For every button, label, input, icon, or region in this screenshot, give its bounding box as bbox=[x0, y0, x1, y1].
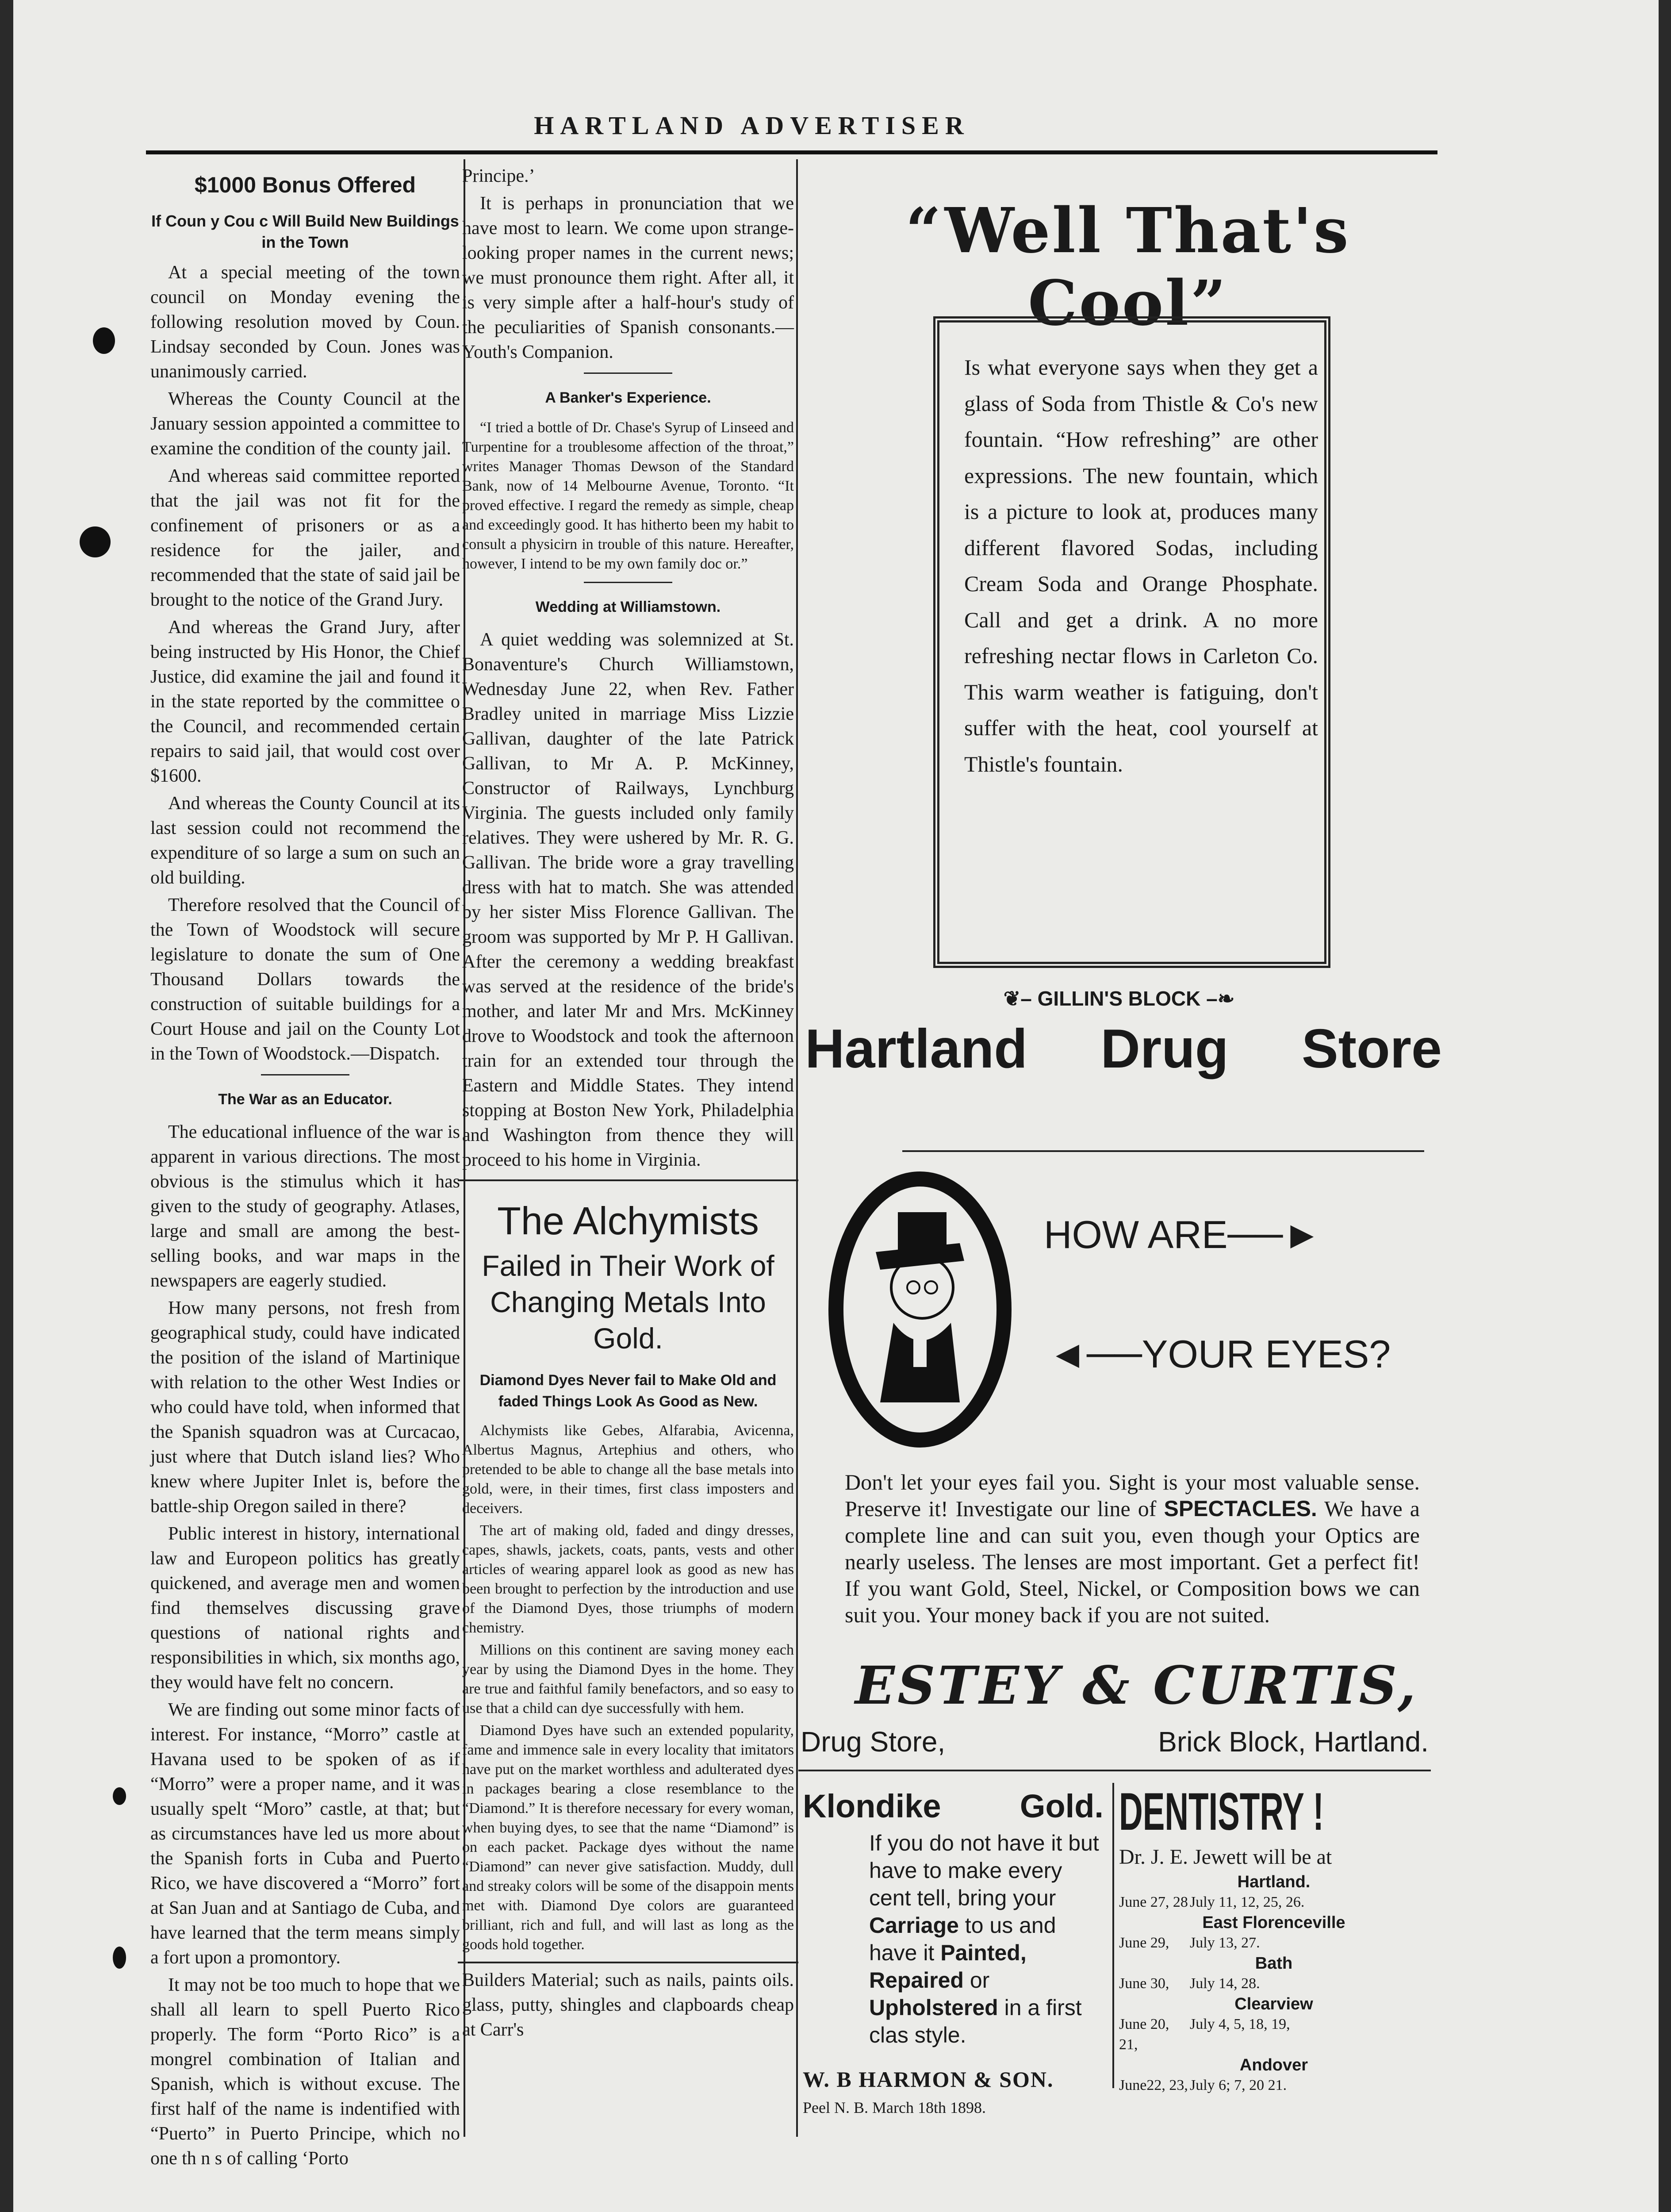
klondike-text: If you do not have it but have to make every cent tell, bring your bbox=[869, 1831, 1099, 1910]
gold-word: Gold. bbox=[1019, 1788, 1104, 1824]
eyes-ad-text bbox=[845, 1469, 1420, 1628]
drug-store-word: Store bbox=[1302, 1018, 1442, 1079]
war-headline: The War as an Educator. bbox=[218, 1091, 392, 1108]
column-1 bbox=[150, 164, 460, 2169]
alchymists-subhead: Failed in Their Work of Changing Metals Into Gold. bbox=[482, 1249, 774, 1355]
ink-blot bbox=[113, 1787, 126, 1805]
arrow-left-icon: ◄── bbox=[1048, 1332, 1142, 1376]
scroll-ornament-icon: –❧ bbox=[1200, 987, 1235, 1010]
schedule-town: East Florenceville bbox=[1202, 1913, 1345, 1932]
scroll-ornament-icon: ❦– bbox=[1003, 987, 1038, 1010]
drug-store-label: Drug Store, bbox=[801, 1726, 946, 1758]
schedule-dates: June22, 23, bbox=[1119, 2077, 1188, 2093]
gillins-block-banner bbox=[942, 987, 1296, 1010]
column-divider bbox=[1112, 1783, 1114, 2088]
harmon-signature: W. B HARMON & SON. bbox=[803, 2067, 1054, 2092]
paragraph: At a special meeting of the town council on Monday evening the following resolution moved by Coun. Lindsay seconded by Coun. Jones was unanimously carried. bbox=[150, 262, 460, 382]
separator bbox=[584, 373, 672, 374]
soda-ad-text: Is what everyone says when they get a glass of Soda from Thistle & Co's new fountain. “How refreshing” are other expressions. The new fountain, which is a picture to look at, produces many different flavored Sodas, including Cream Soda and Orange Phosphate. Call and get a drink. A no more refreshing nectar flows in Carleton Co. This warm weather is fatiguing, don't suffer with the heat, cool yourself at Thistle's fountain. bbox=[964, 355, 1318, 776]
painted-label: Painted, Repaired bbox=[869, 1940, 1027, 1993]
schedule-dates: June 30, bbox=[1119, 1975, 1169, 1992]
drug-store-word: Hartland bbox=[805, 1018, 1027, 1079]
drug-store-word: Drug bbox=[1100, 1018, 1229, 1079]
schedule-dates: July 13, 27. bbox=[1190, 1935, 1260, 1951]
schedule-row bbox=[1119, 1892, 1429, 1912]
ink-blot bbox=[93, 327, 115, 354]
builders-note: Builders Material; such as nails, paints oils. glass, putty, shingles and clapboards cheap at Carr's bbox=[462, 1970, 794, 2040]
schedule-town: Clearview bbox=[1234, 1995, 1313, 2013]
drug-store-address bbox=[801, 1725, 1429, 1758]
paragraph: The art of making old, faded and dingy dresses, capes, shawls, jackets, coats, pants, vests and other articles of wearing apparel look as good as new has been brought to perfection by the introduction and use of the Diamond Dyes, those triumphs of modern chemistry. bbox=[462, 1522, 794, 1636]
klondike-ad bbox=[803, 1787, 1104, 2117]
spectacles-label: SPECTACLES. bbox=[1164, 1496, 1317, 1521]
masthead-rule bbox=[146, 150, 1437, 154]
paragraph: Principe.’ bbox=[462, 166, 535, 186]
klondike-body bbox=[869, 1829, 1104, 2049]
dentistry-lead: Dr. J. E. Jewett will be at bbox=[1119, 1845, 1332, 1869]
ink-blot bbox=[80, 526, 111, 557]
schedule-dates: June 27, 28 bbox=[1119, 1894, 1188, 1910]
eyes-text-part: We have a complete line and can suit you, even though your Optics are nearly useless. The lenses are most important. Get a perfect fit! If you want Gold, Steel, Nickel, or Composition bows we can suit you. Your money back if you are not suited. bbox=[845, 1496, 1420, 1627]
wedding-headline: Wedding at Williamstown. bbox=[535, 599, 721, 615]
paragraph: Millions on this continent are saving money each year by using the Diamond Dyes in the home. They are true and faithful family benefactors, and so easy to use that a child can dye successfully with hem. bbox=[462, 1642, 794, 1717]
paragraph: And whereas said committee reported that the jail was not fit for the confinement of prisoners or as a residence for the jailer, and recommended that the state of said jail be brought to the notice of the Grand Jury. bbox=[150, 466, 460, 610]
your-eyes-heading bbox=[1048, 1332, 1391, 1377]
eyes-text-part: Don't let your eyes fail you. Sight is your most valuable sense. Preserve it! Investigate our line of bbox=[845, 1470, 1420, 1521]
section-rule bbox=[798, 1770, 1431, 1771]
paragraph: Diamond Dyes have such an extended popularity, fame and immence sale in every locality that imitators have put on the market worthless and adulterated dyes in packages bearing a close resemblance to the “Diamond.” It is therefore necessary for every woman, when buying dyes, to see that the name “Diamond” is on each packet. Package dyes without the name “Diamond” can never give satisfaction. Muddy, dull and streaky colors will be some of the disappoin ments met with. Diamond Dye colors are guaranteed brilliant, rich and full, and will last as long as the goods hold together. bbox=[462, 1722, 794, 1953]
paragraph: A quiet wedding was solemnized at St. Bonaventure's Church Williamstown, Wednesday June 22, when Rev. Father Bradley united in marriage Miss Lizzie Gallivan, daughter of the late Patrick Gallivan, to Mr A. P. McKinney, Constructor of Railways, Lynchburg Virginia. The guests included only family relatives. They were ushered by Mr. R. G. Gallivan. The bride wore a gray travelling dress with hat to match. She was attended by her sister Miss Florence Gallivan. The groom was supported by Mr P. H Gallivan. After the ceremony a wedding breakfast was served at the residence of the bride's mother, and later Mr and Mrs. McKinney drove to Woodstock and took the afternoon train for an extended tour through the Eastern and Middle States. They intend stopping at Boston New York, Philadelphia and Washington from thence they will proceed to his home in Virginia. bbox=[462, 630, 794, 1170]
dentistry-schedule bbox=[1119, 1872, 1429, 2096]
paragraph: Alchymists like Gebes, Alfarabia, Avicenna, Albertus Magnus, Artephius and others, who pretended to be able to change all the base metals into gold, were, in their times, first class imposters and deceivers. bbox=[462, 1422, 794, 1517]
paragraph: And whereas the Grand Jury, after being instructed by His Honor, the Chief Justice, did examine the jail and found it in the state reported by the committee o the Council, and recommended certain repairs to said jail, that would cost over $1600. bbox=[150, 617, 460, 786]
bonus-headline: $1000 Bonus Offered bbox=[194, 173, 416, 197]
schedule-dates: July 14, 28. bbox=[1190, 1975, 1260, 1992]
paragraph: It is perhaps in pronunciation that we have most to learn. We come upon strange-looking proper names in the current news; we must pronounce them right. After all, it is very simple after a half-hour's study of the peculiarities of Spanish consonants.—Youth's Companion. bbox=[462, 193, 794, 362]
paragraph: And whereas the County Council at its last session could not recommend the expenditure of so large a sum on such an old building. bbox=[150, 793, 460, 888]
schedule-town: Andover bbox=[1239, 2056, 1308, 2074]
schedule-row bbox=[1119, 2075, 1429, 2096]
harmon-dateline: Peel N. B. March 18th 1898. bbox=[803, 2099, 986, 2116]
drug-store-heading bbox=[805, 1018, 1442, 1080]
paragraph: Therefore resolved that the Council of the Town of Woodstock will secure legislature to donate the sum of One Thousand Dollars towards the construction of suitable buildings for a Court House and jail on the County Lot in the Town of Woodstock.—Dispatch. bbox=[150, 895, 460, 1064]
paragraph: Public interest in history, international law and Europeon politics has greatly quickened, and average men and women find themselves discussing grave questions of national rights and responsibilities in which, six months ago, they would have felt no concern. bbox=[150, 1524, 460, 1693]
schedule-town: Hartland. bbox=[1237, 1873, 1311, 1891]
klondike-text: or bbox=[970, 1968, 990, 1993]
paragraph: We are finding out some minor facts of interest. For instance, “Morro” castle at Havana used to be spoken of as if “Morro” were a proper name, and it was usually spelt “Moro” castle, at that; but as circumstances have led us more about the Spanish forts in Cuba and Puerto Rico, we have discovered a “Morro” fort at San Juan and at Santiago de Cuba, and have learned that the term means simply a fort upon a promontory. bbox=[150, 1700, 460, 1968]
schedule-row bbox=[1119, 1974, 1429, 1994]
schedule-town: Bath bbox=[1255, 1954, 1293, 1973]
schedule-dates: July 4, 5, 18, 19, bbox=[1190, 2016, 1290, 2032]
arrow-right-icon: ──► bbox=[1227, 1213, 1322, 1256]
column-2 bbox=[462, 164, 794, 2128]
masthead: HARTLAND ADVERTISER bbox=[534, 111, 970, 140]
your-eyes-label: YOUR EYES? bbox=[1142, 1332, 1391, 1376]
carriage-label: Carriage bbox=[869, 1913, 959, 1938]
paragraph: It may not be too much to hope that we shall all learn to spell Puerto Rico properly. The form “Porto Rico” is a mongrel combination of Italian and Spanish, which is without excuse. The first half of the name is indentified with “Puerto” in Puerto Principe, which no one th n s of calling ‘Porto bbox=[150, 1975, 460, 2169]
schedule-dates: July 6; 7, 20 21. bbox=[1190, 2077, 1287, 2093]
ink-blot bbox=[113, 1947, 126, 1969]
alchymists-headline: The Alchymists bbox=[497, 1199, 759, 1243]
separator bbox=[261, 1074, 349, 1075]
paragraph: “I tried a bottle of Dr. Chase's Syrup of Linseed and Turpentine for a troublesome affection of the throat,” writes Manager Thomas Dewson of the Standard Bank, now of 14 Melbourne Avenue, Toronto. “It proved effective. I regard the remedy as simple, cheap and exceedingly good. It has hitherto been my habit to consult a physicirn in trouble of this nature. Hereafter, however, I intend to be my own family doc or.” bbox=[462, 419, 794, 572]
paragraph: The educational influence of the war is apparent in various directions. The most obvious is the stimulus which it has given to the study of geography. Atlases, large and small are among the best-selling books, and war maps in the newspapers are eagerly studied. bbox=[150, 1122, 460, 1291]
upholstered-label: Upholstered bbox=[869, 1995, 998, 2020]
klondike-word: Klondike bbox=[803, 1788, 941, 1824]
klondike-text: in a first clas style. bbox=[869, 1995, 1082, 2047]
dentistry-ad bbox=[1119, 1783, 1429, 2096]
section-rule bbox=[458, 1179, 798, 1181]
man-with-glasses-illustration bbox=[827, 1172, 1013, 1447]
dentistry-title: DENTISTRY ! bbox=[1119, 1782, 1324, 1841]
brick-block-label: Brick Block, Hartland. bbox=[1158, 1726, 1429, 1758]
paragraph: Whereas the County Council at the January session appointed a committee to examine the condition of the county jail. bbox=[150, 389, 460, 459]
gillins-block-label: GILLIN'S BLOCK bbox=[1037, 987, 1201, 1010]
estey-curtis-name: ESTEY & CURTIS, bbox=[855, 1655, 1418, 1716]
how-are-heading bbox=[1044, 1212, 1321, 1257]
schedule-dates: July 11, 12, 25, 26. bbox=[1190, 1894, 1305, 1910]
separator bbox=[584, 582, 672, 583]
soda-ad-title: “Well That's Cool” bbox=[905, 195, 1350, 340]
klondike-title bbox=[803, 1787, 1104, 1825]
bonus-subhead: If Coun y Cou c Will Build New Buildings in the Town bbox=[151, 212, 459, 251]
column-divider bbox=[796, 159, 798, 2137]
schedule-row bbox=[1119, 1933, 1429, 1953]
section-rule bbox=[458, 1962, 798, 1963]
how-are-label: HOW ARE bbox=[1044, 1213, 1228, 1256]
paragraph: How many persons, not fresh from geographical study, could have indicated the position of the island of Martinique with relation to the other West Indies or who could have told, when informed that the Spanish squadron was at Curcacao, just where that Dutch island lies? Who knew where Jupiter Inlet is, before the battle-ship Oregon sailed in there? bbox=[150, 1298, 460, 1517]
banker-headline: A Banker's Experience. bbox=[545, 389, 711, 406]
alchymists-lead: Diamond Dyes Never fail to Make Old and faded Things Look As Good as New. bbox=[479, 1372, 777, 1410]
schedule-row bbox=[1119, 2014, 1429, 2055]
klondike-text: to us and have it bbox=[869, 1913, 1056, 1965]
newspaper-page bbox=[13, 0, 1659, 2212]
schedule-dates: June 20, 21, bbox=[1119, 2016, 1169, 2053]
section-rule bbox=[902, 1150, 1424, 1152]
schedule-dates: June 29, bbox=[1119, 1935, 1169, 1951]
